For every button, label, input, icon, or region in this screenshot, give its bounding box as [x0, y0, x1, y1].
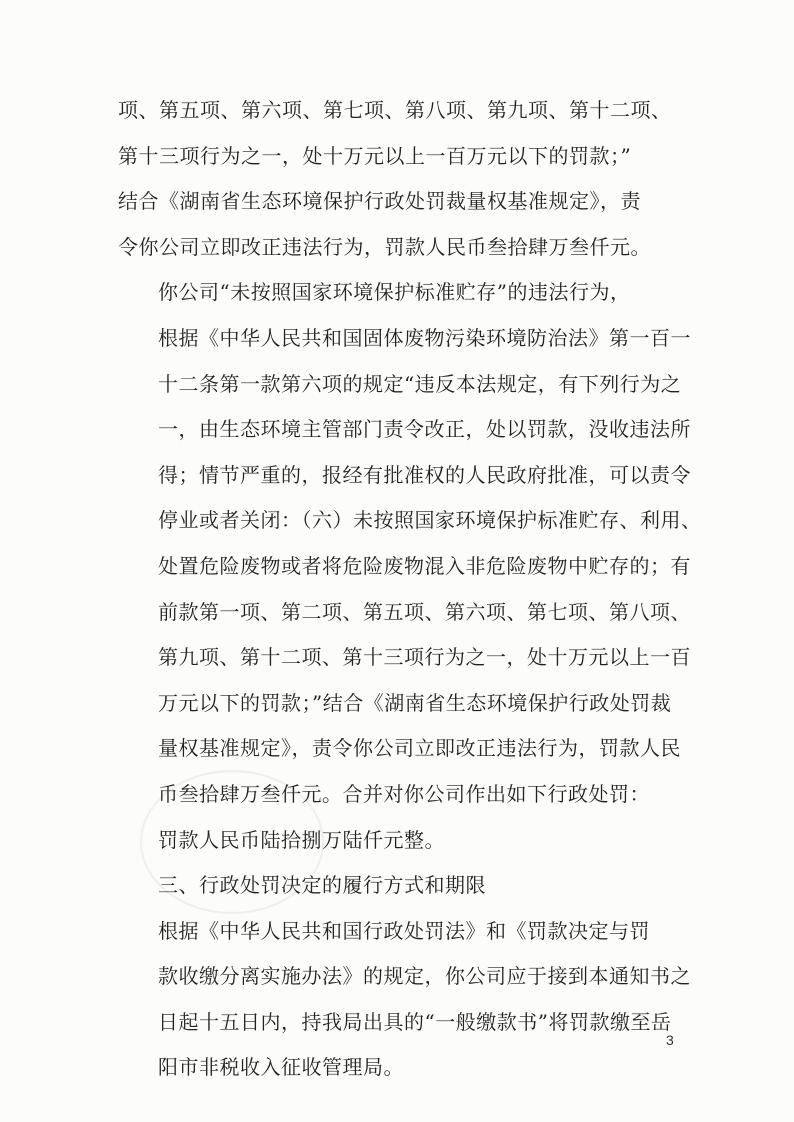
text-line: 币叁拾肆万叁仟元。合并对你公司作出如下行政处罚：	[158, 781, 650, 806]
paragraph	[118, 863, 678, 909]
text-line: 结合《湖南省生态环境保护行政处罚裁量权基准规定》，责	[118, 189, 641, 214]
paragraph	[118, 270, 702, 817]
paragraph	[118, 818, 678, 864]
text-line: 日起十五日内，持我局出具的“一般缴款书”将罚款缴至岳	[158, 1009, 672, 1034]
text-line: 罚款人民币陆拾捌万陆仟元整。	[158, 827, 445, 852]
text-line: 令你公司立即改正违法行为，罚款人民币叁拾肆万叁仟元。	[118, 234, 651, 259]
text-line: 处置危险废物或者将危险废物混入非危险废物中贮存的；有	[158, 553, 691, 578]
text-line: 阳市非税收入征收管理局。	[158, 1055, 404, 1080]
text-line: 万元以下的罚款；”结合《湖南省生态环境保护行政处罚裁	[158, 690, 672, 715]
document-body	[118, 88, 702, 1091]
text-line: 你公司“未按照国家环境保护标准贮存”的违法行为，	[158, 280, 631, 305]
text-line: 根据《中华人民共和国固体废物污染环境防治法》第一百一	[158, 325, 691, 350]
paragraph	[118, 909, 691, 1091]
text-line: 第九项、第十二项、第十三项行为之一，处十万元以上一百	[158, 645, 691, 670]
text-line: 款收缴分离实施办法》的规定，你公司应于接到本通知书之	[158, 964, 691, 989]
text-line: 一，由生态环境主管部门责令改正，处以罚款，没收违法所	[158, 417, 691, 442]
text-line: 停业或者关闭：（六）未按照国家环境保护标准贮存、利用、	[158, 508, 702, 533]
text-line: 十二条第一款第六项的规定“违反本法规定，有下列行为之	[158, 371, 682, 396]
text-line: 量权基准规定》，责令你公司立即改正违法行为，罚款人民	[158, 736, 681, 761]
text-line: 得；情节严重的，报经有批准权的人民政府批准，可以责令	[158, 462, 691, 487]
text-line: 前款第一项、第二项、第五项、第六项、第七项、第八项、	[158, 599, 691, 624]
text-line: 第十三项行为之一，处十万元以上一百万元以下的罚款；”	[118, 143, 632, 168]
paragraph	[118, 88, 678, 270]
text-line: 项、第五项、第六项、第七项、第八项、第九项、第十二项、	[118, 98, 672, 122]
text-line: 根据《中华人民共和国行政处罚法》和《罚款决定与罚	[158, 918, 650, 943]
text-line: 三、行政处罚决定的履行方式和期限	[158, 873, 486, 898]
page-number: 3	[666, 1032, 674, 1048]
